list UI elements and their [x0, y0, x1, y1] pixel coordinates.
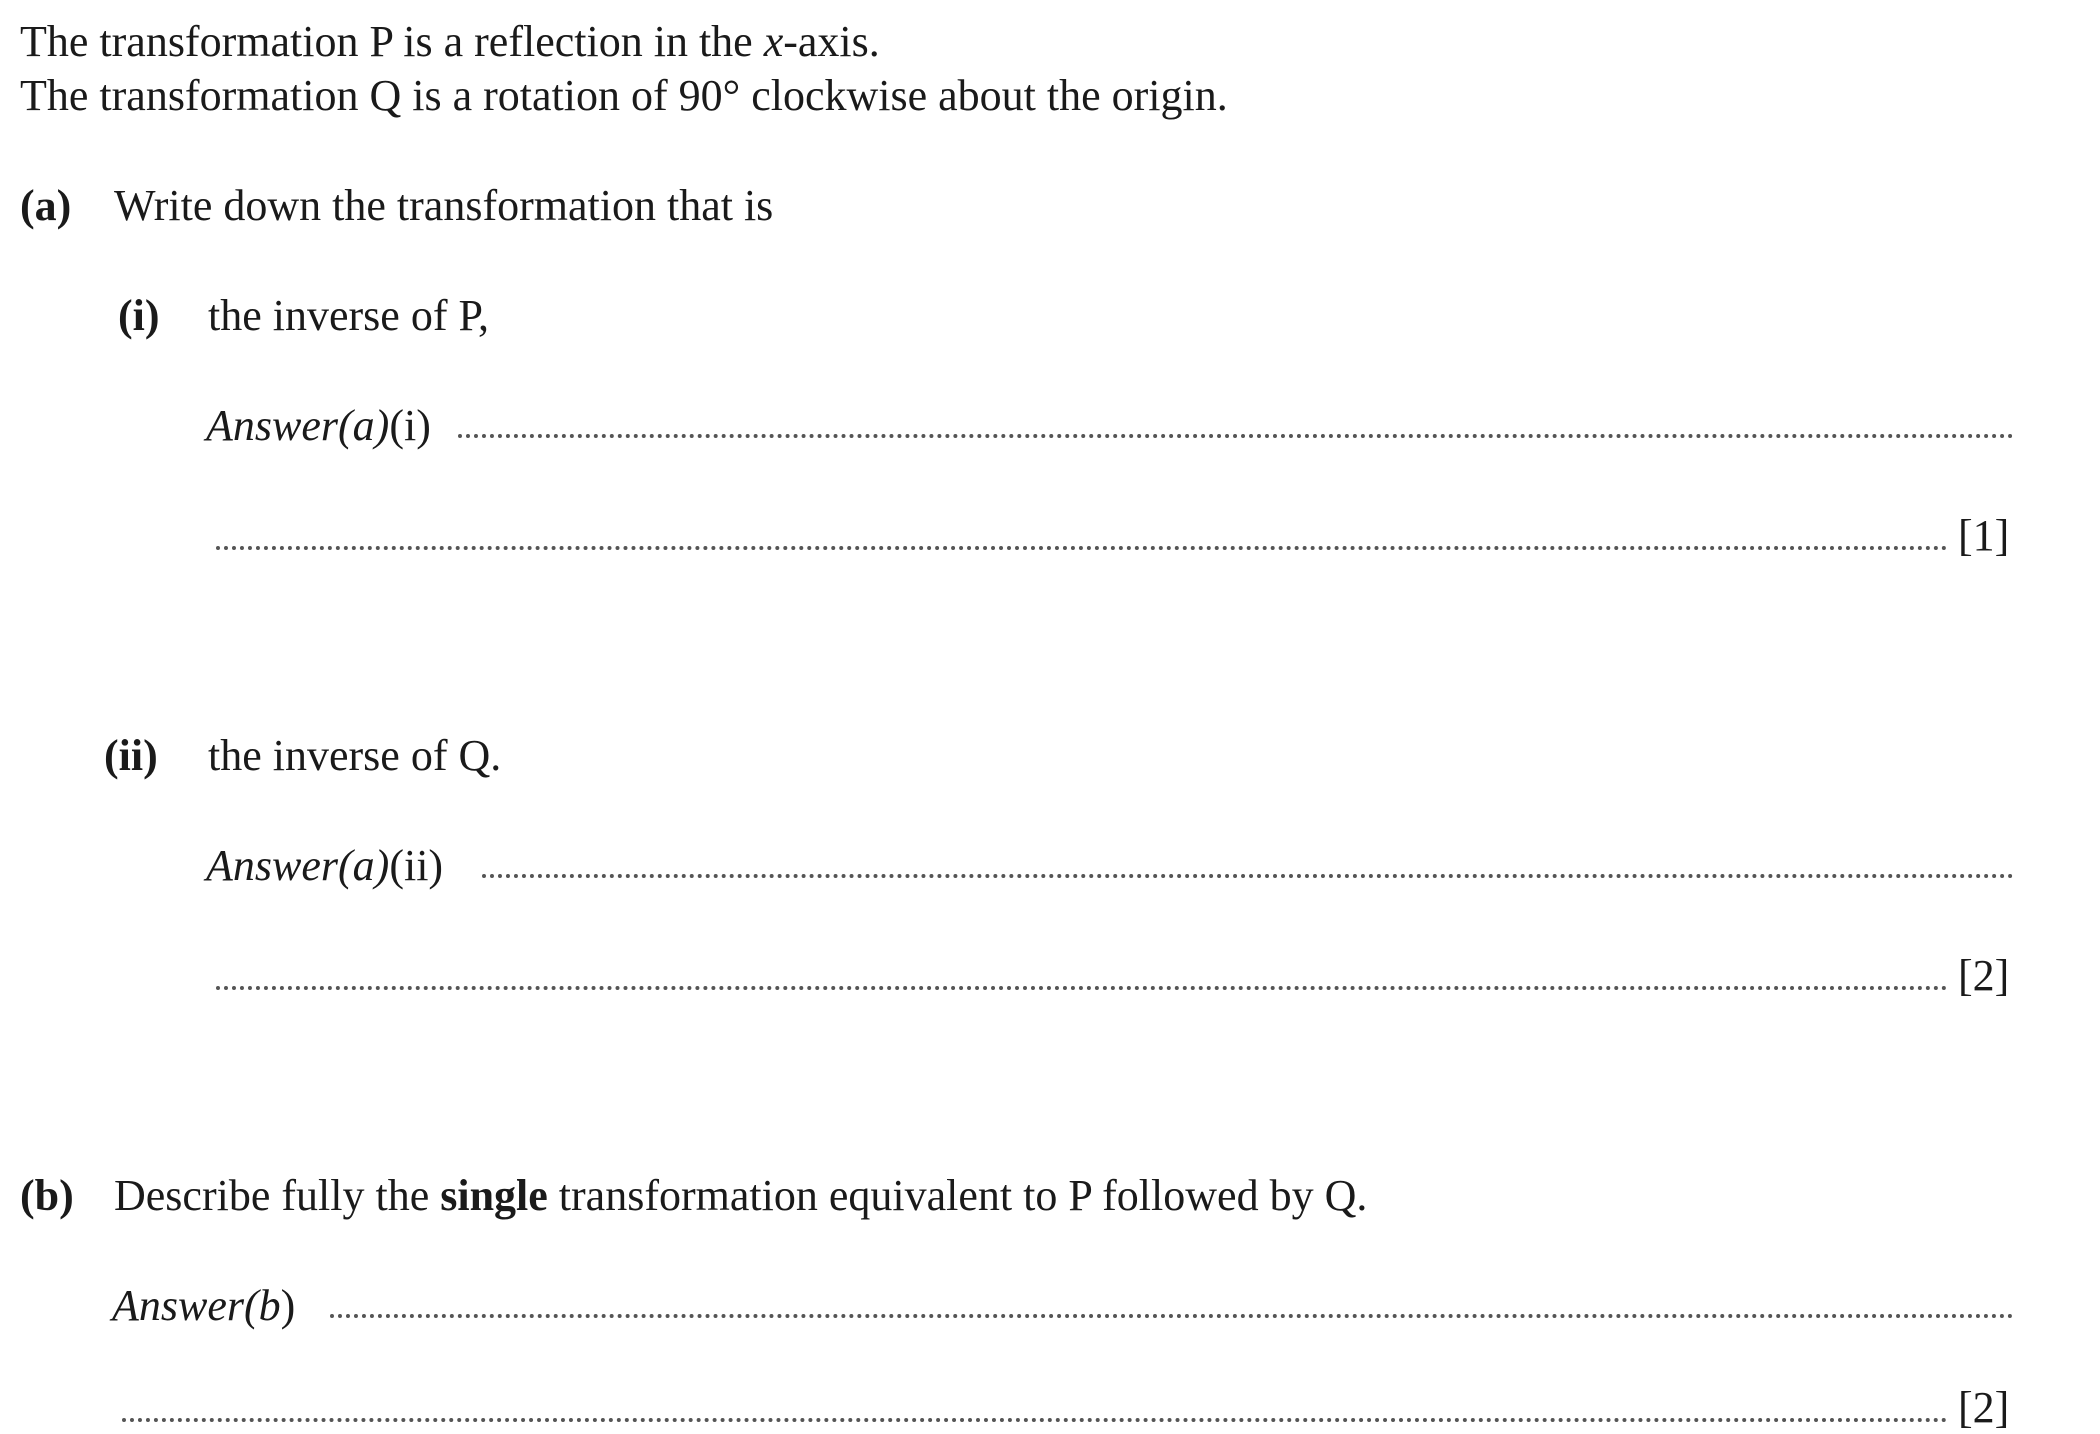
- part-a-i-label: (i): [118, 291, 160, 340]
- answer-a-i-prefix: Answer(a)(i): [206, 401, 431, 450]
- part-a-ii-text: the inverse of Q.: [208, 731, 502, 780]
- part-a-i-text: the inverse of P,: [208, 291, 490, 340]
- intro-line-1: The transformation P is a reflection in the x-axis.: [20, 17, 880, 66]
- answer-a-i-line-1[interactable]: [458, 434, 2014, 438]
- marks-a-ii: [2]: [1958, 951, 2010, 1000]
- part-a-text: Write down the transformation that is: [114, 181, 774, 230]
- answer-a-ii-line-1[interactable]: [482, 874, 2014, 878]
- part-b-text: Describe fully the single transformation equivalent to P followed by Q.: [114, 1171, 1368, 1220]
- answer-a-ii-prefix: Answer(a)(ii): [206, 841, 444, 890]
- answer-b-line-1[interactable]: [330, 1314, 2014, 1318]
- answer-b-line-2[interactable]: [122, 1418, 1948, 1422]
- answer-b-prefix: Answer(b): [112, 1281, 296, 1330]
- part-a-label: (a): [20, 181, 72, 230]
- marks-a-i: [1]: [1958, 511, 2010, 560]
- part-b-label: (b): [20, 1171, 74, 1220]
- answer-a-i-line-2[interactable]: [216, 546, 1948, 550]
- answer-a-ii-line-2[interactable]: [216, 986, 1948, 990]
- part-a-ii-label: (ii): [104, 731, 158, 780]
- marks-b: [2]: [1958, 1383, 2010, 1432]
- intro-line-2: The transformation Q is a rotation of 90° clockwise about the origin.: [20, 71, 1228, 120]
